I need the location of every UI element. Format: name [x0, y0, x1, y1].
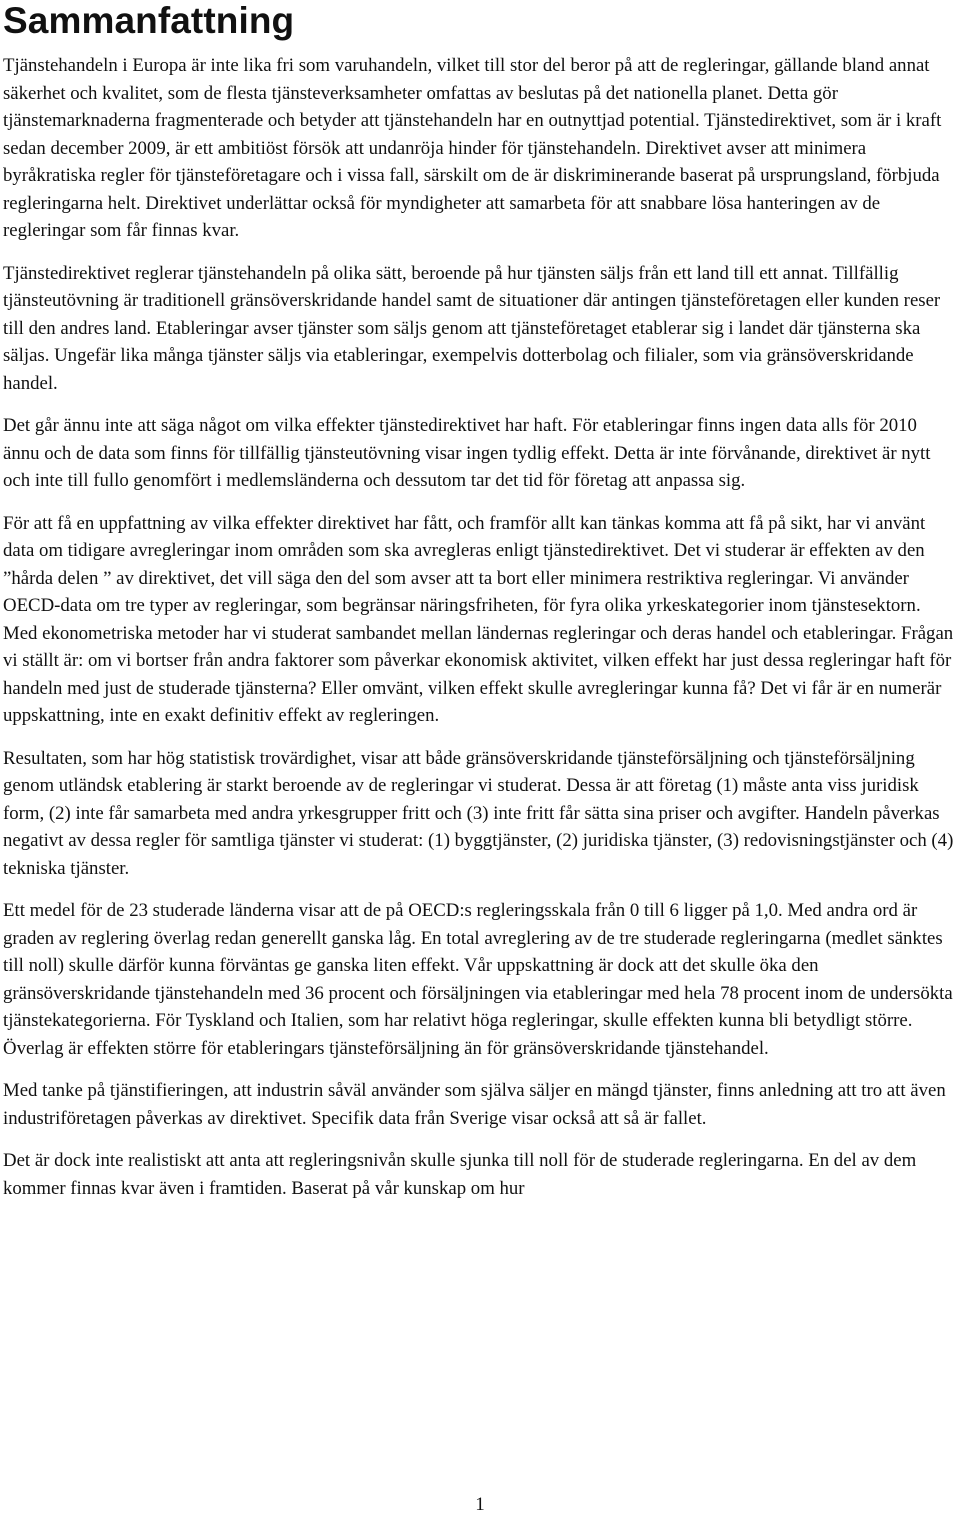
paragraph-2: Tjänstedirektivet reglerar tjänstehandeln på olika sätt, beroende på hur tjänsten säljs från ett land till ett annat. Tillfällig tjänsteutövning är traditionell gränsöverskridande handel samt de situationer där antingen tjänsteföretagen eller kunden reser till den andres land. Etableringar avser tjänster som säljs genom att tjänsteföretaget etablerar sig i landet där tjänsterna ska säljas. Ungefär lika många tjänster säljs via etableringar, exempelvis dotterbolag och filialer, som via gränsöverskridande handel. [3, 262, 941, 394]
paragraph-5: Resultaten, som har hög statistisk trovärdighet, visar att både gränsöverskridande tjänsteförsäljning och tjänsteförsäljning genom utländsk etablering är starkt beroende av de regleringar vi studerat. Dessa är att företag (1) måste anta viss juridisk form, (2) inte får samarbeta med andra yrkesgrupper fritt och (3) inte fritt får sätta sina priser och avgifter. Handeln påverkas negativt av dessa regler för samtliga tjänster vi studerat: (1) byggtjänster, (2) juridiska tjänster, (3) redovisningstjänster och (4) tekniska tjänster. [3, 747, 954, 879]
paragraph-3: Det går ännu inte att säga något om vilka effekter tjänstedirektivet har haft. För etableringar finns ingen data alls för 2010 ännu och de data som finns för tillfällig tjänsteutövning visar ingen tydlig effekt. Detta är inte förvånande, direktivet är nytt och inte till fullo genomfört i medlemsländerna och dessutom tar det tid för företag att anpassa sig. [3, 415, 931, 491]
paragraph-7: Med tanke på tjänstifieringen, att industrin såväl använder som själva säljer en mängd tjänster, finns anledning att tro att även industriföretagen påverkas av direktivet. Specifik data från Sverige visar också att så är fallet. [3, 1080, 946, 1129]
page-number: 1 [475, 1494, 485, 1515]
paragraph-1: Tjänstehandeln i Europa är inte lika fri som varuhandeln, vilket till stor del beror på att de regleringar, gällande bland annat säkerhet och kvalitet, som de flesta tjänsteverksamheter omfattas av beslutas på det nationella planet. Detta gör tjänstemarknaderna fragmenterade och betyder att tjänstehandeln har en outnyttjad potential. Tjänstedirektivet, som är i kraft sedan december 2009, är ett ambitiöst försök att undanröja hinder för tjänstehandeln. Direktivet avser att minimera byråkratiska regler för tjänsteföretagare och i vissa fall, särskilt om de är diskriminerande baserat på ursprungsland, förbjuda regleringarna helt. Direktivet underlättar också för myndigheter att samarbeta för att snabbare lösa hanteringen av de regleringar som får finnas kvar. [3, 55, 942, 241]
paragraph-4: För att få en uppfattning av vilka effekter direktivet har fått, och framför allt kan tänkas komma att få på sikt, har vi använt data om tidigare avregleringar inom områden som ska avregleras enligt tjänstedirektivet. Det vi studerar är effekten av den ”hårda delen ” av direktivet, det vill säga den del som avser att ta bort eller minimera restriktiva regleringar. Vi använder OECD-data om tre typer av regleringar, som begränsar näringsfriheten, för fyra olika yrkeskategorier inom tjänstesektorn. Med ekonometriska metoder har vi studerat sambandet mellan ländernas regleringar och deras handel och etableringar. Frågan vi ställt är: om vi bortser från andra faktorer som påverkar ekonomisk aktivitet, vilken effekt har just dessa regleringar haft för handeln med just de studerade tjänsterna? Eller omvänt, vilken effekt skulle avregleringar kunna få? Det vi får är en numerär uppskattning, inte en exakt definitiv effekt av regleringen. [3, 512, 954, 726]
document-page [3, 0, 957, 1202]
paragraph-8: Det är dock inte realistiskt att anta att regleringsnivån skulle sjunka till noll för de studerade regleringarna. En del av dem kommer finnas kvar även i framtiden. Baserat på vår kunskap om hur [3, 1150, 917, 1199]
paragraph-6: Ett medel för de 23 studerade länderna visar att de på OECD:s regleringsskala från 0 till 6 ligger på 1,0. Med andra ord är graden av reglering överlag redan generellt ganska låg. En total avreglering av de tre studerade regleringarna (medlet sänktes till noll) skulle därför kunna förväntas ge ganska liten effekt. Vår uppskattning är dock att det skulle öka den gränsöverskridande tjänstehandeln med 36 procent och försäljningen via etableringar med hela 78 procent inom de undersökta tjänstekategorierna. För Tyskland och Italien, som har relativt höga regleringar, skulle effekten kunna bli betydligt större. Överlag är effekten större för etableringars tjänsteförsäljning än för gränsöverskridande tjänstehandel. [3, 900, 953, 1059]
page-title: Sammanfattning [3, 0, 295, 41]
